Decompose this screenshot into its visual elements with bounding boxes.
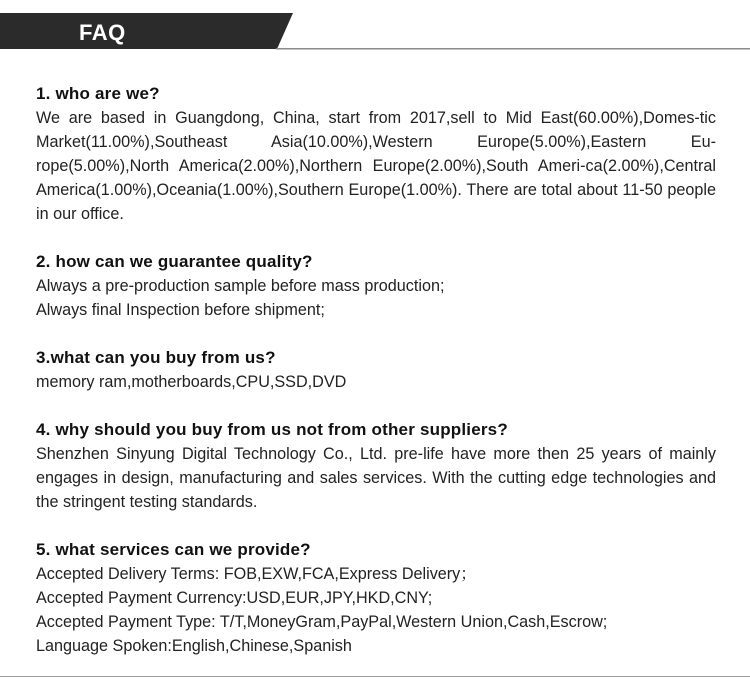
spacer — [36, 226, 716, 250]
faq-item-products — [36, 346, 716, 394]
faq-question: 3.what can you buy from us? — [36, 348, 276, 367]
faq-item-services — [36, 538, 716, 658]
faq-answer — [36, 274, 716, 322]
faq-item-why-us — [36, 418, 716, 514]
faq-answer: We are based in Guangdong, China, start from 2017,sell to Mid East(60.00%),Domes-tic Market(11.00%),Southeast Asia(10.00%),Western Europe(5.00%),Eastern Eu-rope(5.00%),North America(2.00%),Northern Europe(2.00%),South Ameri-ca(2.00%),Central America(1.00%),Oceania(1.00%),Southern Europe(1.00%). There are total about 11-50 people in our office. — [36, 109, 716, 223]
faq-answer: Shenzhen Sinyung Digital Technology Co., Ltd. pre-life have more then 25 years of mainly engages in design, manufacturing and sales services. With the cutting edge technologies and the stringent testing standards. — [36, 445, 716, 511]
faq-answer-line: Always a pre-production sample before mass production; — [36, 277, 445, 295]
faq-answer-line: Accepted Payment Type: T/T,MoneyGram,PayPal,Western Union,Cash,Escrow; — [36, 613, 608, 631]
faq-list — [36, 82, 716, 658]
spacer — [36, 322, 716, 346]
faq-item-who-are-we — [36, 82, 716, 226]
faq-question: 2. how can we guarantee quality? — [36, 252, 313, 271]
spacer — [36, 394, 716, 418]
faq-answer-line: Always final Inspection before shipment; — [36, 301, 325, 319]
faq-question: 4. why should you buy from us not from other suppliers? — [36, 420, 508, 439]
faq-header-banner — [0, 13, 750, 53]
faq-answer — [36, 562, 716, 658]
faq-answer — [36, 370, 716, 394]
faq-item-quality — [36, 250, 716, 322]
faq-answer-line: memory ram,motherboards,CPU,SSD,DVD — [36, 373, 347, 391]
faq-answer-line: Accepted Delivery Terms: FOB,EXW,FCA,Express Delivery； — [36, 565, 477, 583]
spacer — [36, 514, 716, 538]
faq-question: 5. what services can we provide? — [36, 540, 311, 559]
faq-question: 1. who are we? — [36, 84, 160, 103]
bottom-divider — [0, 676, 750, 677]
page-title: FAQ — [79, 20, 126, 45]
faq-answer-line: Language Spoken:English,Chinese,Spanish — [36, 637, 352, 655]
faq-answer-line: Accepted Payment Currency:USD,EUR,JPY,HKD,CNY; — [36, 589, 433, 607]
